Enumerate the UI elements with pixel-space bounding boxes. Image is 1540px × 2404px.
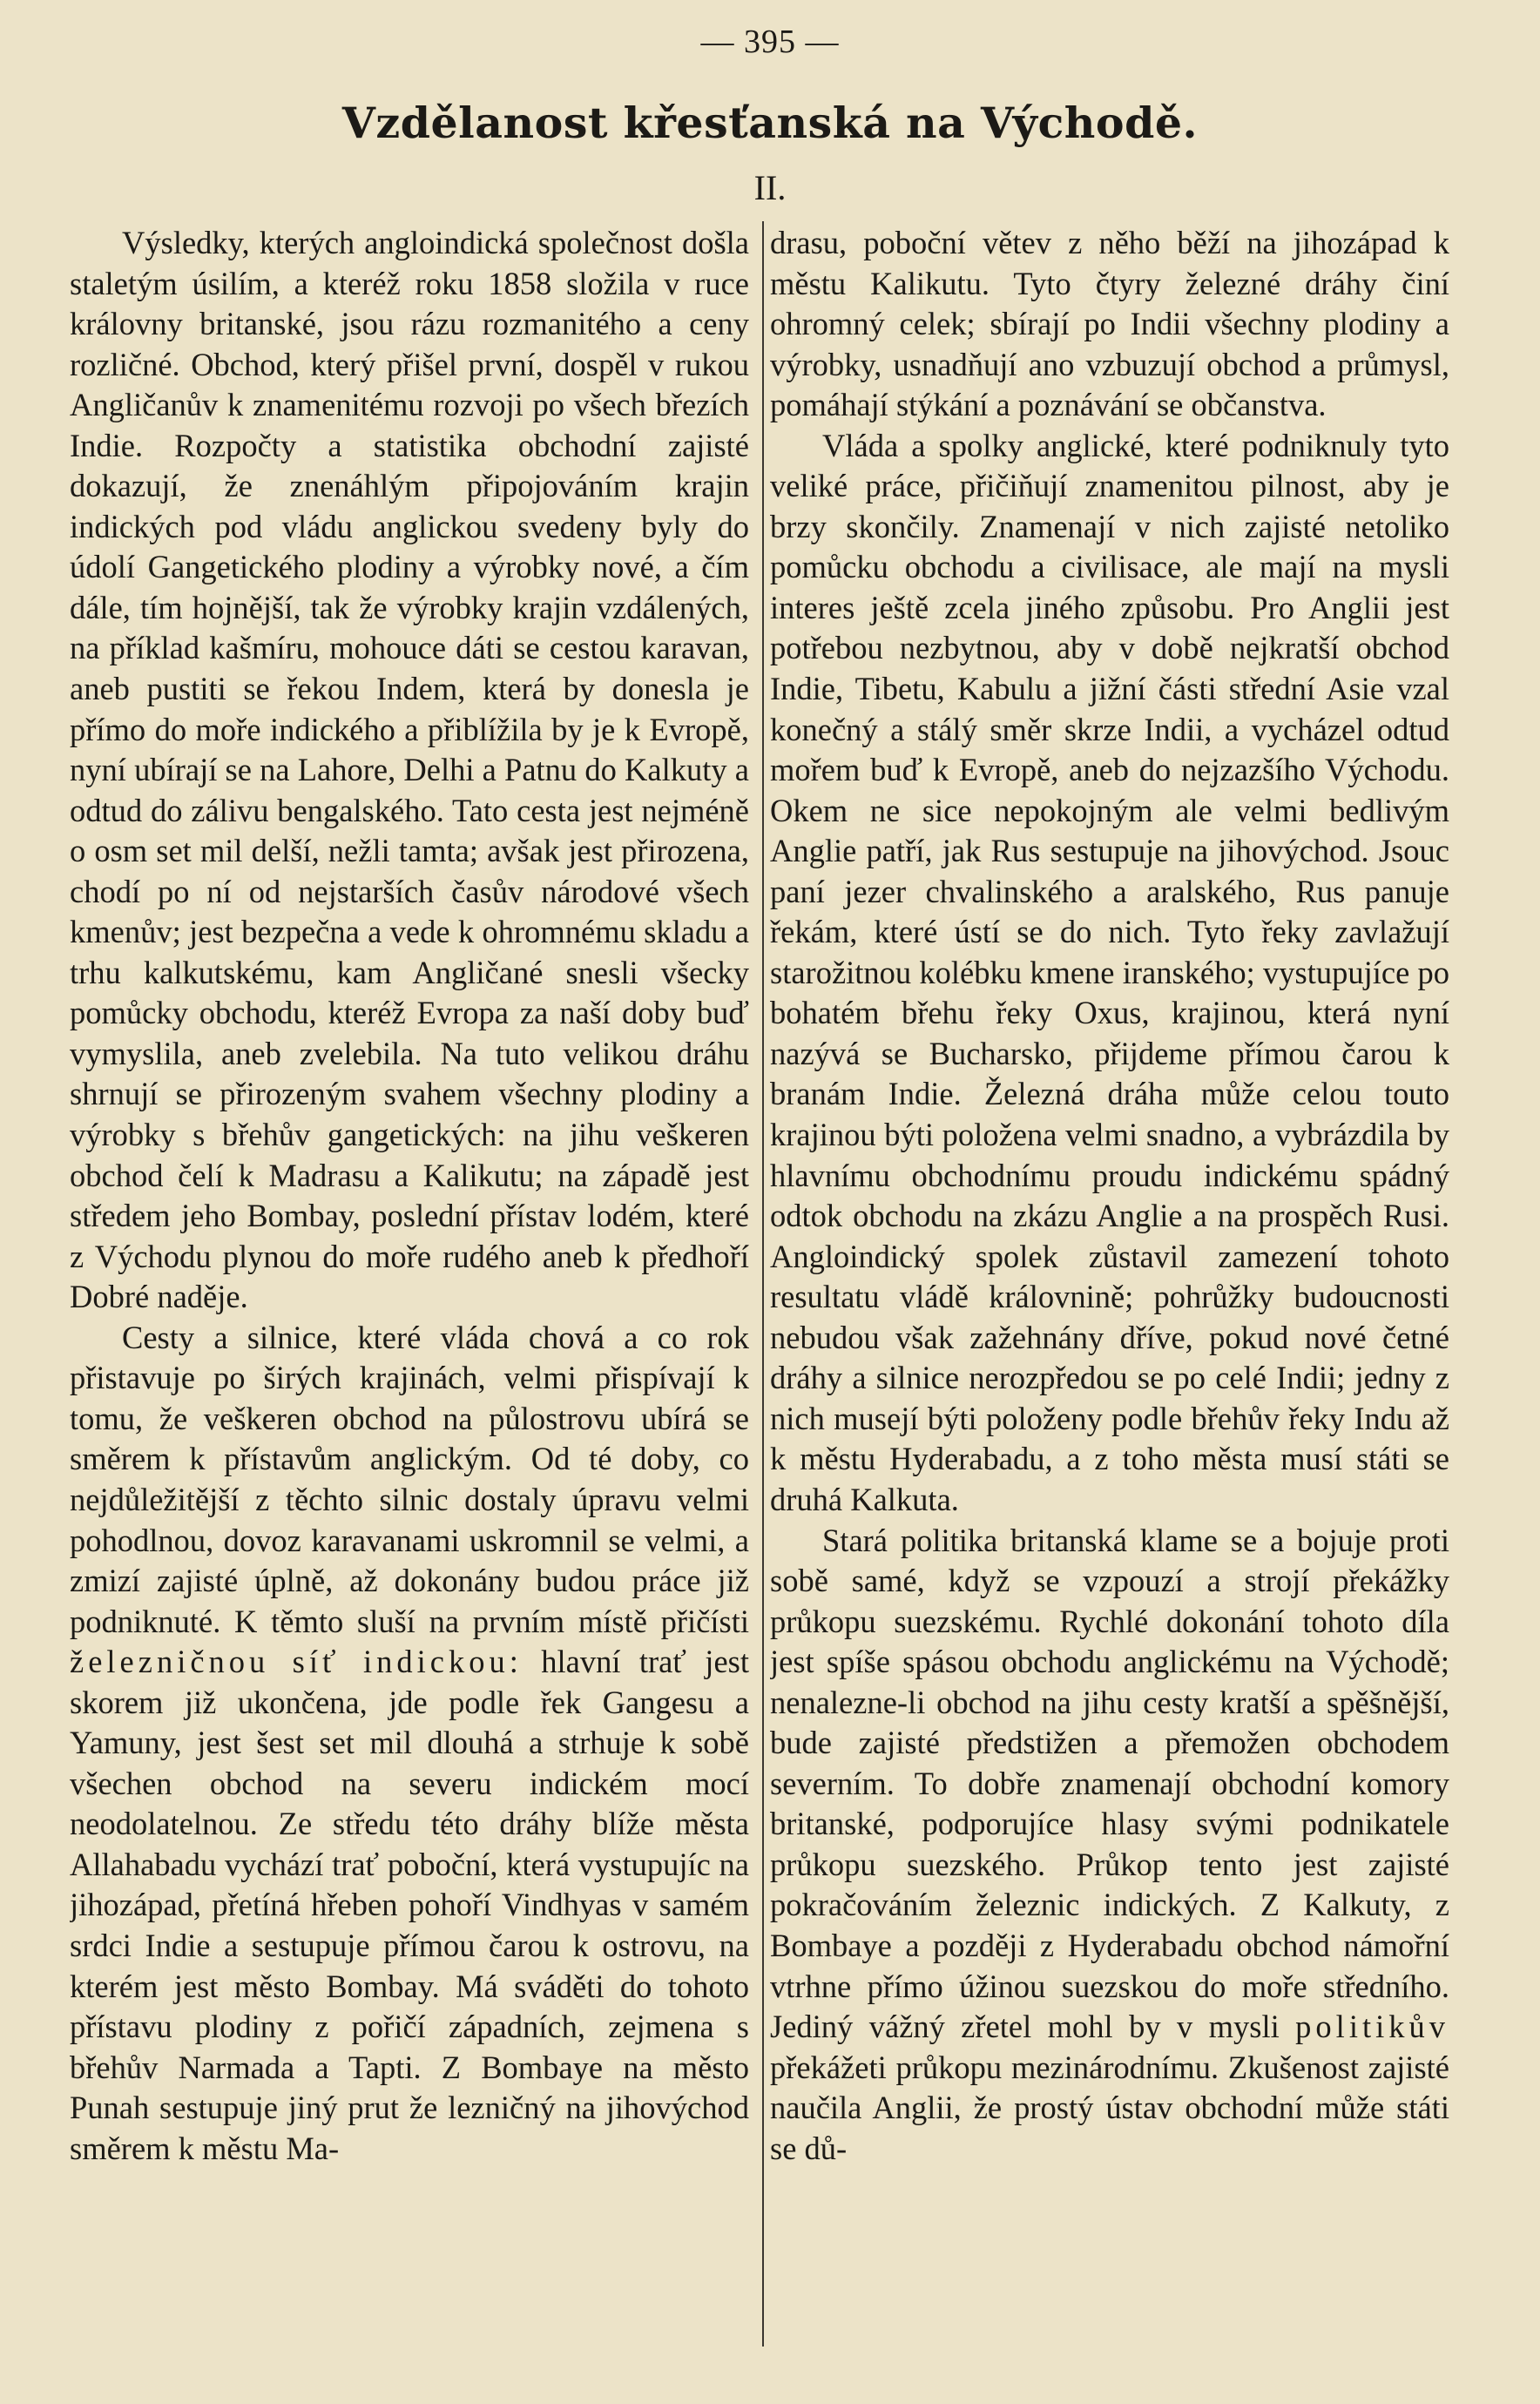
section-number: II. [753,168,787,207]
left-column [70,223,749,2348]
paragraph-text: hlavní trať jest skorem již ukončena, jde podle řek Gangesu a Yamuny, jest šest set mil dlouhá a strhuje k sobě všechen obchod na severu indickém mocí neodolatelnou. Ze středu této dráhy blíže města Allahabadu vychází trať poboční, která vystupujíc na jihozápad, přetíná hřeben pohoří Vindhyas v samém srdci Indie a sestupuje přímou čarou k ostrovu, na kterém jest město Bombay. Má sváděti do tohoto přístavu plodiny z pořičí západních, zejmena s břehův Narmada a Tapti. Z Bombaye na město Punah sestupuje jiný prut že lezničný na jihovýchod směrem k městu Ma- [70,1644,749,2166]
right-column [770,223,1449,2348]
paragraph [770,1521,1449,2170]
paragraph: Vláda a spolky anglické, které podniknuly tyto veliké práce, přičiňují znamenitou pilnost, aby je brzy skončily. Znamenají v nich zajisté netoliko pomůcku obchodu a civilisace, ale mají na mysli interes ještě zcela jiného způsobu. Pro Anglii jest potřebou nezbytnou, aby v době nejkratší obchod Indie, Tibetu, Kabulu a jižní části střední Asie vzal konečný a stálý směr skrze Indii, a vycházel odtud mořem buď k Evropě, aneb do nejzazšího Východu. Okem ne sice nepokojným ale velmi bedlivým Anglie patří, jak Rus sestupuje na jihovýchod. Jsouc paní jezer chvalinského a aralského, Rus panuje řekám, které ústí se do nich. Tyto řeky zavlažují starožitnou kolébku kmene iranského; vystupujíce po bohatém břehu řeky Oxus, krajinou, která nyní nazývá se Bucharsko, přijdeme přímou čarou k branám Indie. Železná dráha může celou touto krajinou býti položena velmi snadno, a vybrázdila by hlavnímu obchodnímu proudu indickému spádný odtok obchodu na zkázu Anglie a na prospěch Rusi. Angloindický spolek zůstavil zamezení tohoto resultatu vládě královnině; pohrůžky budoucnosti nebudou však zažehnány dříve, pokud nové četné dráhy a silnice nerozpředou se po celé Indii; jedny z nich musejí býti položeny podle břehův řeky Indu až k městu Hyderabadu, a z toho města musí státi se druhá Kalkuta. [770,427,1449,1517]
column-divider [762,221,764,2347]
article-title: Vzdělanost křesťanská na Východě. [341,98,1199,148]
paragraph [70,1318,749,2169]
paragraph-continuation: drasu, poboční větev z něho běží na jihozápad k městu Kalikutu. Tyto čtyry železné dráhy činí ohromný celek; sbírají po Indii všechny plodiny a výrobky, usnadňují ano vzbuzují obchod a průmysl, pomáhají stýkání a poznávání se občanstva. [770,225,1449,423]
spaced-emphasis: železničnou síť indickou: [70,1644,523,1680]
paragraph: Výsledky, kterých angloindická společnost došla staletým úsilím, a kteréž roku 1858 složila v ruce královny britanské, jsou rázu rozmanitého a ceny rozličné. Obchod, který přišel první, dospěl v rukou Angličanův k znamenitému rozvoji po všech březích Indie. Rozpočty a statistika obchodní zajisté dokazují, že znenáhlým připojováním krajin indických pod vládu anglickou svedeny byly do údolí Gangetického plodiny a výrobky nové, a čím dále, tím hojnější, tak že výrobky krajin vzdálených, na příklad kašmíru, mohouce dáti se cestou karavan, aneb pustiti se řekou Indem, která by donesla je přímo do moře indického a přiblížila by je k Evropě, nyní ubírají se na Lahore, Delhi a Patnu do Kalkuty a odtud do zálivu bengalského. Tato cesta jest nejméně o osm set mil delší, nežli tamta; avšak jest přirozena, chodí po ní od nejstarších časův národové všech kmenův; jest bezpečna a vede k ohromnému skladu a trhu kalkutskému, kam Angličané snesli všecky pomůcky obchodu, kteréž Evropa za naší doby buď vymyslila, aneb zvelebila. Na tuto velikou dráhu shrnují se přirozeným svahem všechny plodiny a výrobky s břehův gangetických: na jihu veškeren obchod čelí k Madrasu a Kalikutu; na západě jest středem jeho Bombay, poslední přístav lodém, které z Východu plynou do moře rudého aneb k předhoří Dobré naděje. [70,225,749,1315]
page-number: — 395 — [700,24,840,60]
spaced-emphasis: politikův [1295,2009,1449,2045]
paragraph-text: překážeti průkopu mezinárodnímu. Zkušenost zajisté naučila Anglii, že prostý ústav obchodní může státi se dů- [770,2049,1449,2166]
paragraph-text: Cesty a silnice, které vláda chová a co rok přistavuje po širých krajinách, velmi přispívají k tomu, že veškeren obchod na půlostrovu ubírá se směrem k přístavům anglickým. Od té doby, co nejdůležitější z těchto silnic dostaly úpravu velmi pohodlnou, dovoz karavanami uskromnil se velmi, a zmizí zajisté úplně, až dokonány budou práce již podniknuté. K těmto sluší na prvním místě přičísti [70,1319,749,1639]
paragraph-text: Stará politika britanská klame se a bojuje proti sobě samé, když se vzpouzí a strojí překážky průkopu suezskému. Rychlé dokonání tohoto díla jest spíše spásou obchodu anglickému na Východě; nenalezne-li obchod na jihu cesty kratší a spěšnější, bude zajisté předstižen a přemožen obchodem severním. To dobře znamenají obchodní komory britanské, podporujíce hlasy svými podnikatele průkopu suezského. Průkop tento jest zajisté pokračováním železnic indických. Z Kalkuty, z Bombaye a později z Hyderabadu obchod námořní vtrhne přímo úžinou suezskou do moře středního. Jediný vážný zřetel mohl by v mysli [770,1522,1449,2045]
